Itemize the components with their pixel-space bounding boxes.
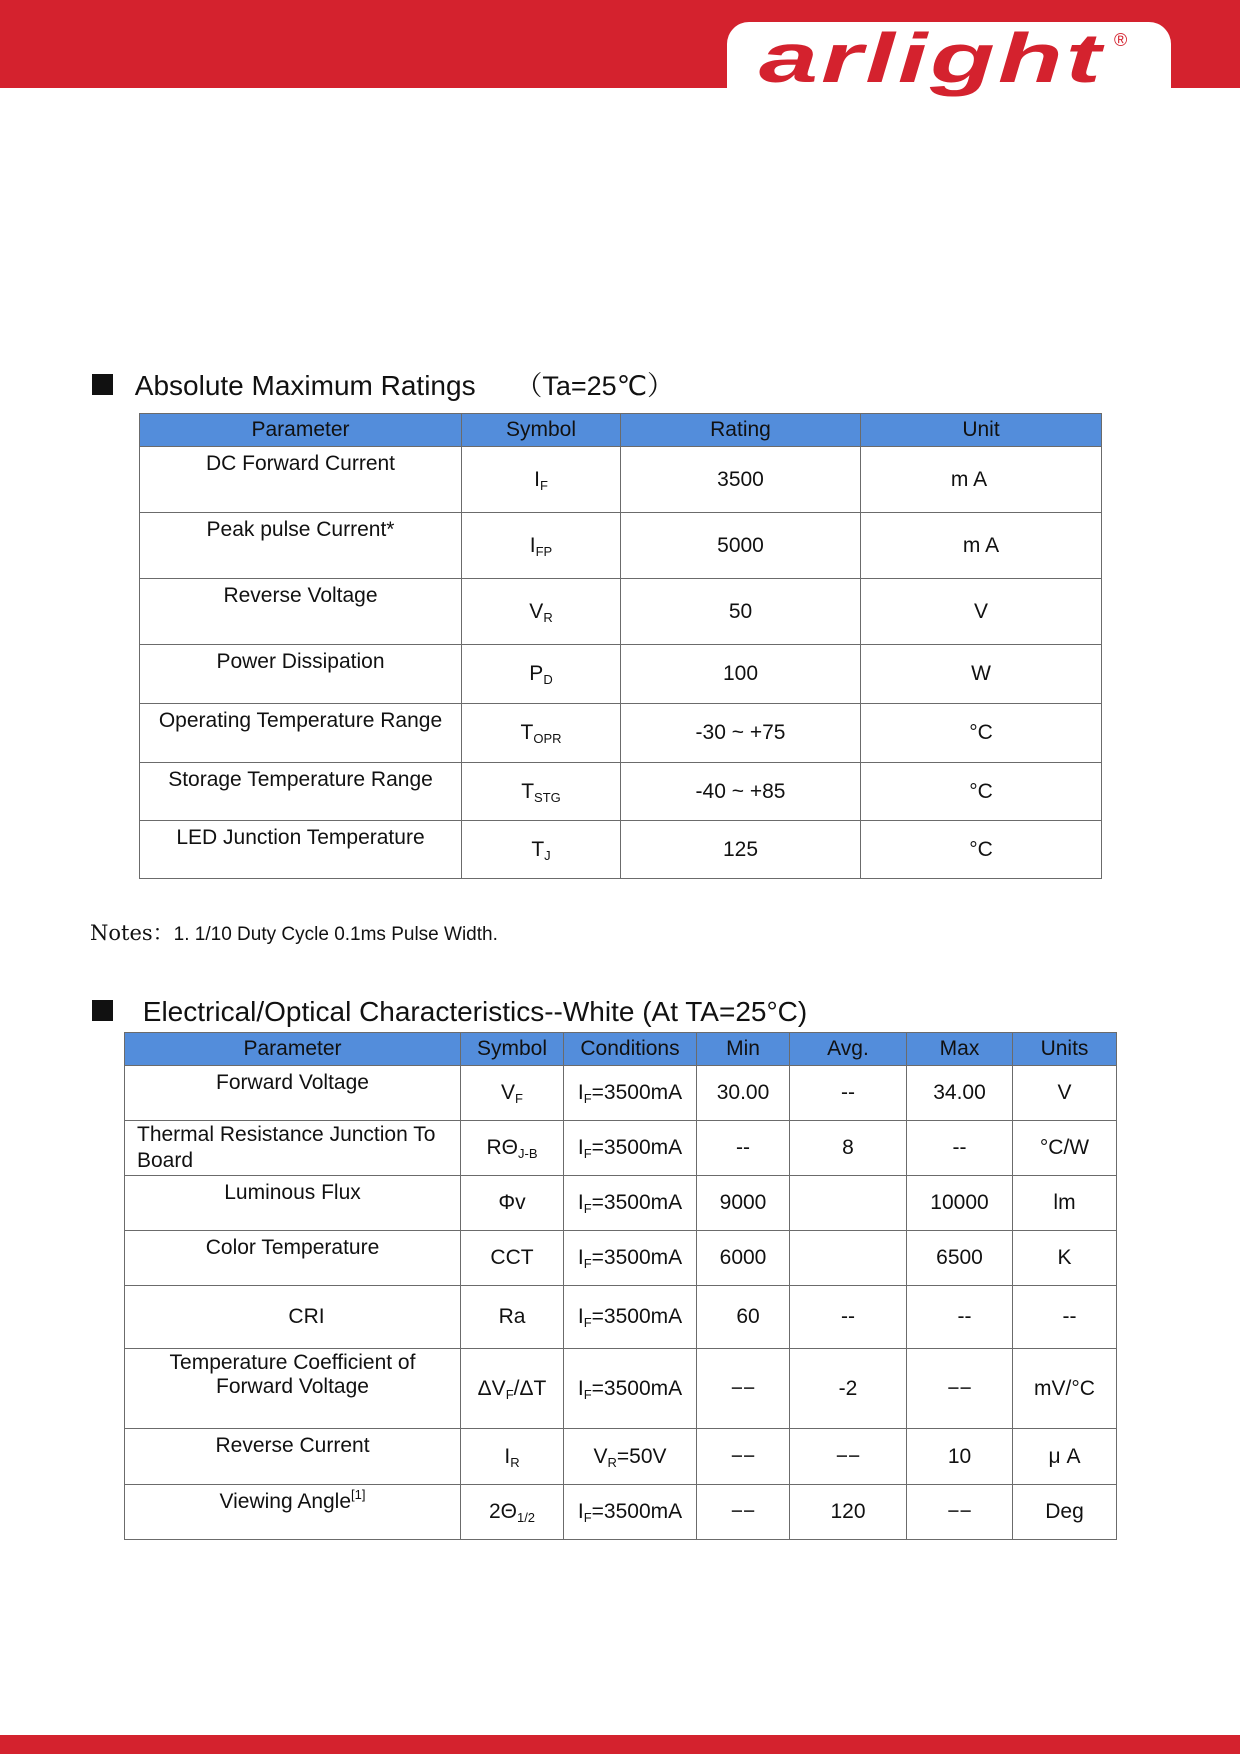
avg-cell: 120 — [790, 1485, 907, 1540]
absolute-max-ratings-table — [139, 413, 1102, 879]
units-cell: lm — [1013, 1176, 1117, 1231]
square-bullet-icon — [92, 1000, 113, 1021]
header-avg: Avg. — [790, 1033, 907, 1066]
table-row — [140, 645, 1102, 704]
param-cell: Luminous Flux — [125, 1176, 461, 1231]
table-row — [140, 821, 1102, 879]
min-cell: 30.00 — [697, 1066, 790, 1121]
min-cell: −− — [697, 1485, 790, 1540]
symbol-cell: Φv — [461, 1176, 564, 1231]
header-units: Units — [1013, 1033, 1117, 1066]
max-cell: 10 — [907, 1429, 1013, 1485]
param-cell: Reverse Current — [125, 1429, 461, 1485]
rating-cell: -30 ~ +75 — [621, 704, 861, 763]
param-cell: Temperature Coefficient of Forward Voltage — [125, 1349, 461, 1429]
param-cell: DC Forward Current — [140, 447, 462, 513]
min-cell: −− — [697, 1349, 790, 1429]
conditions-cell: $I_F=3500mA$ — [564, 1231, 697, 1286]
param-cell: Reverse Voltage — [140, 579, 462, 645]
param-cell: Storage Temperature Range — [140, 763, 462, 821]
symbol-cell: CCT — [461, 1231, 564, 1286]
header-symbol: Symbol — [462, 414, 621, 447]
conditions-cell: $I_F=3500mA$ — [564, 1286, 697, 1349]
table-row — [125, 1121, 1117, 1176]
header-parameter: Parameter — [140, 414, 462, 447]
units-cell: mV/°C — [1013, 1349, 1117, 1429]
symbol-cell: $I_F$ — [462, 447, 621, 513]
unit-cell: °C — [861, 821, 1102, 879]
table-row — [125, 1066, 1117, 1121]
min-cell: 60 — [697, 1286, 790, 1349]
param-cell: Operating Temperature Range — [140, 704, 462, 763]
electrical-optical-table — [124, 1032, 1117, 1540]
max-cell: -- — [907, 1286, 1013, 1349]
arlight-logo — [757, 22, 1157, 102]
symbol-cell: $I_R$ — [461, 1429, 564, 1485]
units-cell: K — [1013, 1231, 1117, 1286]
units-cell: -- — [1013, 1286, 1117, 1349]
unit-cell: °C — [861, 704, 1102, 763]
notes-label: Notes： — [90, 921, 174, 945]
max-cell: 6500 — [907, 1231, 1013, 1286]
max-cell: -- — [907, 1121, 1013, 1176]
section2-title: Electrical/Optical Characteristics--White (At TA=25°C) — [142, 996, 808, 1027]
notes-text: 1. 1/10 Duty Cycle 0.1ms Pulse Width. — [173, 924, 498, 945]
rating-cell: -40 ~ +85 — [621, 763, 861, 821]
param-cell: Thermal Resistance Junction To Board — [125, 1121, 461, 1176]
table-row — [140, 513, 1102, 579]
max-cell: 10000 — [907, 1176, 1013, 1231]
header-max: Max — [907, 1033, 1013, 1066]
avg-cell: -- — [790, 1066, 907, 1121]
units-cell: μ A — [1013, 1429, 1117, 1485]
header-rating: Rating — [621, 414, 861, 447]
symbol-cell: $V_F$ — [461, 1066, 564, 1121]
symbol-cell: $P_D$ — [462, 645, 621, 704]
table-row — [125, 1286, 1117, 1349]
symbol-cell: Ra — [461, 1286, 564, 1349]
param-cell: Peak pulse Current* — [140, 513, 462, 579]
header-min: Min — [697, 1033, 790, 1066]
table-row — [125, 1429, 1117, 1485]
header-unit: Unit — [861, 414, 1102, 447]
conditions-cell: $I_F=3500mA$ — [564, 1485, 697, 1540]
param-cell: Color Temperature — [125, 1231, 461, 1286]
svg-text:®: ® — [1114, 30, 1128, 50]
max-cell: 34.00 — [907, 1066, 1013, 1121]
table-row — [125, 1349, 1117, 1429]
conditions-cell: $I_F=3500mA$ — [564, 1121, 697, 1176]
unit-cell: m A — [861, 513, 1102, 579]
units-cell: Deg — [1013, 1485, 1117, 1540]
table-header-row — [140, 414, 1102, 447]
symbol-cell: $V_R$ — [462, 579, 621, 645]
footer-bar — [0, 1735, 1240, 1754]
unit-cell: °C — [861, 763, 1102, 821]
avg-cell: 8 — [790, 1121, 907, 1176]
avg-cell — [790, 1176, 907, 1231]
symbol-cell: $R\Theta_{J-B}$ — [461, 1121, 564, 1176]
param-cell: LED Junction Temperature — [140, 821, 462, 879]
rating-cell: 50 — [621, 579, 861, 645]
section1-title: Absolute Maximum Ratings — [134, 370, 476, 401]
section-title-electrical-optical — [92, 996, 807, 1028]
units-cell: °C/W — [1013, 1121, 1117, 1176]
symbol-cell: $T_{OPR}$ — [462, 704, 621, 763]
table-row — [125, 1485, 1117, 1540]
notes — [90, 917, 498, 947]
min-cell: 9000 — [697, 1176, 790, 1231]
header-conditions: Conditions — [564, 1033, 697, 1066]
rating-cell: 125 — [621, 821, 861, 879]
units-cell: V — [1013, 1066, 1117, 1121]
max-cell: −− — [907, 1349, 1013, 1429]
table-row — [125, 1231, 1117, 1286]
param-cell: Forward Voltage — [125, 1066, 461, 1121]
param-cell: CRI — [125, 1286, 461, 1349]
table-row — [140, 447, 1102, 513]
avg-cell: -- — [790, 1286, 907, 1349]
conditions-cell: $I_F=3500mA$ — [564, 1066, 697, 1121]
square-bullet-icon — [92, 374, 113, 395]
table-header-row — [125, 1033, 1117, 1066]
symbol-cell: $I_{FP}$ — [462, 513, 621, 579]
section1-condition: （Ta=25℃） — [515, 371, 675, 401]
param-cell: Power Dissipation — [140, 645, 462, 704]
rating-cell: 100 — [621, 645, 861, 704]
param-cell: Viewing Angle[1] — [125, 1485, 461, 1540]
conditions-cell: $V_R=50V$ — [564, 1429, 697, 1485]
svg-text:arlight: arlight — [759, 22, 1106, 97]
conditions-cell: $I_F=3500mA$ — [564, 1349, 697, 1429]
symbol-cell: $T_{STG}$ — [462, 763, 621, 821]
max-cell: −− — [907, 1485, 1013, 1540]
table-row — [140, 763, 1102, 821]
avg-cell — [790, 1231, 907, 1286]
header-symbol: Symbol — [461, 1033, 564, 1066]
symbol-cell: $T_J$ — [462, 821, 621, 879]
min-cell: 6000 — [697, 1231, 790, 1286]
rating-cell: 3500 — [621, 447, 861, 513]
table-row — [125, 1176, 1117, 1231]
unit-cell: V — [861, 579, 1102, 645]
min-cell: -- — [697, 1121, 790, 1176]
avg-cell: −− — [790, 1429, 907, 1485]
table-row — [140, 704, 1102, 763]
symbol-cell: $\Delta V_F/\Delta T$ — [461, 1349, 564, 1429]
avg-cell: -2 — [790, 1349, 907, 1429]
table-row — [140, 579, 1102, 645]
header-parameter: Parameter — [125, 1033, 461, 1066]
unit-cell: m A — [861, 447, 1102, 513]
symbol-cell: $2\Theta_{1/2}$ — [461, 1485, 564, 1540]
unit-cell: W — [861, 645, 1102, 704]
conditions-cell: $I_F=3500mA$ — [564, 1176, 697, 1231]
min-cell: −− — [697, 1429, 790, 1485]
section-title-absolute-max — [92, 364, 674, 403]
rating-cell: 5000 — [621, 513, 861, 579]
